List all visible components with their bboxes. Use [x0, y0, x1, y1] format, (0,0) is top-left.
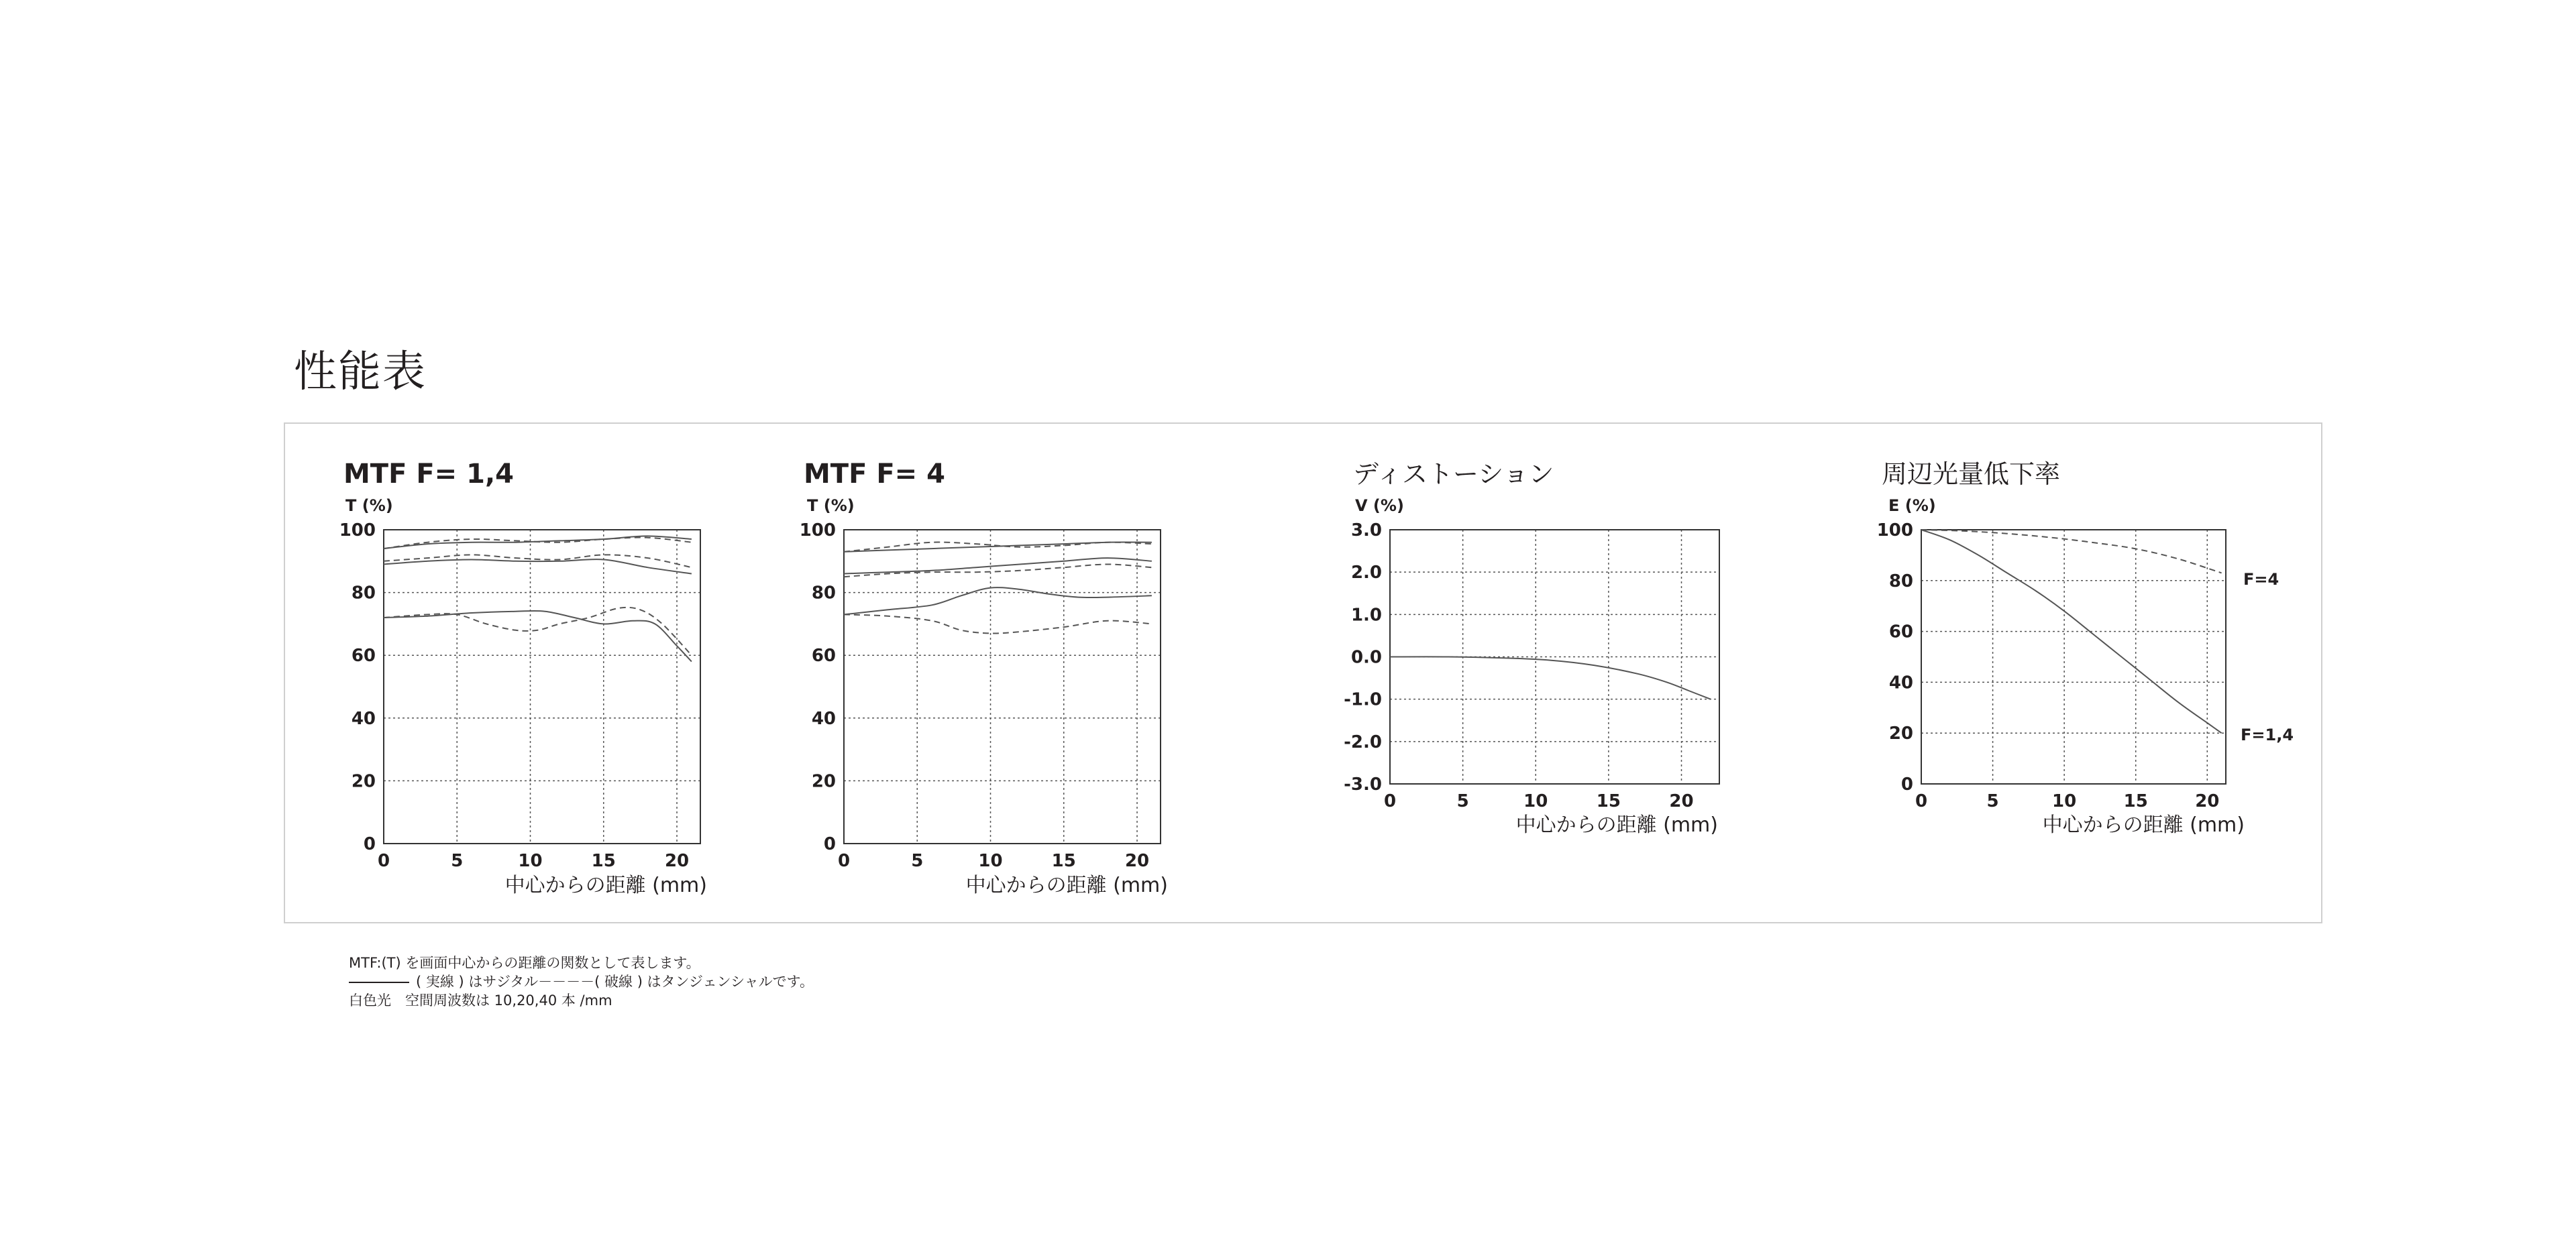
distortion-ytick-label: -2.0	[1344, 732, 1382, 752]
footnote-line-2	[349, 972, 814, 991]
mtf4-xtick-label: 15	[1051, 851, 1076, 871]
mtf14-series-sagittal-line	[384, 559, 692, 573]
mtf4-xtick-label: 20	[1124, 851, 1150, 871]
mtf14-xtick-label: 5	[451, 851, 464, 871]
mtf14-ytick-label: 40	[351, 708, 376, 729]
vignetting-series-label: F=1,4	[2241, 726, 2294, 744]
mtf14-title: MTF F= 1,4	[343, 459, 514, 490]
vignetting-title: 周辺光量低下率	[1882, 459, 2061, 489]
distortion-title: ディストーション	[1353, 459, 1554, 489]
mtf14-plot-frame	[384, 530, 700, 844]
distortion-series-sagittal-line	[1390, 656, 1711, 699]
mtf14-ytick-label: 60	[351, 646, 376, 667]
distortion-xtick-label: 15	[1596, 791, 1621, 811]
mtf14-ytick-label: 20	[351, 771, 376, 792]
footnote-line-2-text: ( 実線 ) はサジタル－－－－( 破線 ) はタンジェンシャルです。	[416, 974, 814, 990]
footnote-line-1: MTF:(T) を画面中心からの距離の関数として表します。	[349, 955, 700, 971]
footnote-line-3: 白色光 空間周波数は 10,20,40 本 /mm	[349, 992, 612, 1009]
mtf14-xtick-label: 10	[518, 851, 543, 871]
distortion-ytick-label: -1.0	[1344, 689, 1382, 710]
distortion-xlabel: 中心からの距離 (mm)	[1515, 813, 1718, 837]
mtf4-xtick-label: 0	[837, 851, 851, 871]
mtf14-ytick-label: 0	[363, 834, 376, 854]
mtf4-ytick-label: 60	[811, 646, 836, 667]
mtf14-series-tangential-line	[384, 538, 692, 549]
vignetting-xtick-label: 15	[2123, 791, 2148, 811]
footnotes	[349, 954, 814, 1010]
mtf14-xtick-label: 0	[377, 851, 390, 871]
vignetting-xtick-label: 0	[1915, 791, 1928, 811]
distortion-xtick-label: 20	[1669, 791, 1694, 811]
mtf14-series-tangential-line	[384, 608, 692, 655]
mtf4-title: MTF F= 4	[804, 459, 945, 490]
mtf14-ytick-label: 80	[351, 583, 376, 604]
mtf4-ytick-label: 40	[811, 708, 836, 729]
mtf4-series-sagittal-line	[844, 542, 1152, 552]
mtf4-xtick-label: 5	[911, 851, 924, 871]
distortion-ytick-label: 1.0	[1350, 605, 1382, 626]
mtf4-ytick-label: 0	[823, 834, 836, 854]
mtf14-ylabel: T (%)	[345, 496, 393, 515]
mtf14-series-sagittal-line	[384, 611, 692, 662]
vignetting-xlabel: 中心からの距離 (mm)	[2042, 813, 2245, 837]
vignetting-xtick-label: 5	[1986, 791, 1999, 811]
distortion-ytick-label: 3.0	[1350, 520, 1382, 540]
vignetting-xtick-label: 20	[2195, 791, 2220, 811]
mtf4-ytick-label: 100	[799, 520, 836, 540]
mtf14-xtick-label: 20	[664, 851, 690, 871]
vignetting-series-tangential-line	[1921, 530, 2222, 573]
mtf4-xtick-label: 10	[978, 851, 1003, 871]
distortion-ytick-label: 2.0	[1350, 563, 1382, 583]
vignetting-ylabel: E (%)	[1888, 496, 1936, 515]
distortion-ytick-label: 0.0	[1350, 647, 1382, 668]
vignetting-ytick-label: 80	[1888, 571, 1913, 591]
mtf14-ytick-label: 100	[339, 520, 376, 540]
mtf4-plot-frame	[844, 530, 1161, 844]
mtf14-xtick-label: 15	[591, 851, 616, 871]
page-title: 性能表	[294, 347, 427, 397]
vignetting-ytick-label: 20	[1888, 724, 1913, 744]
mtf4-ytick-label: 20	[811, 771, 836, 792]
distortion-ytick-label: -3.0	[1344, 775, 1382, 795]
vignetting-series-label: F=4	[2243, 570, 2279, 589]
vignetting-ytick-label: 100	[1876, 520, 1913, 540]
distortion-ylabel: V (%)	[1355, 496, 1404, 515]
vignetting-xtick-label: 10	[2052, 791, 2077, 811]
distortion-xtick-label: 0	[1383, 791, 1397, 811]
distortion-xtick-label: 5	[1456, 791, 1469, 811]
vignetting-ytick-label: 0	[1900, 775, 1913, 795]
mtf4-ytick-label: 80	[811, 583, 836, 604]
mtf4-ylabel: T (%)	[807, 496, 855, 515]
distortion-xtick-label: 10	[1523, 791, 1548, 811]
mtf4-series-tangential-line	[844, 614, 1152, 633]
vignetting-ytick-label: 40	[1888, 673, 1913, 693]
mtf4-xlabel: 中心からの距離 (mm)	[965, 874, 1168, 897]
solid-line-sample	[349, 982, 409, 983]
mtf4-series-sagittal-line	[844, 587, 1152, 614]
vignetting-ytick-label: 60	[1888, 622, 1913, 642]
mtf14-xlabel: 中心からの距離 (mm)	[504, 874, 707, 897]
vignetting-plot-frame	[1921, 530, 2226, 784]
